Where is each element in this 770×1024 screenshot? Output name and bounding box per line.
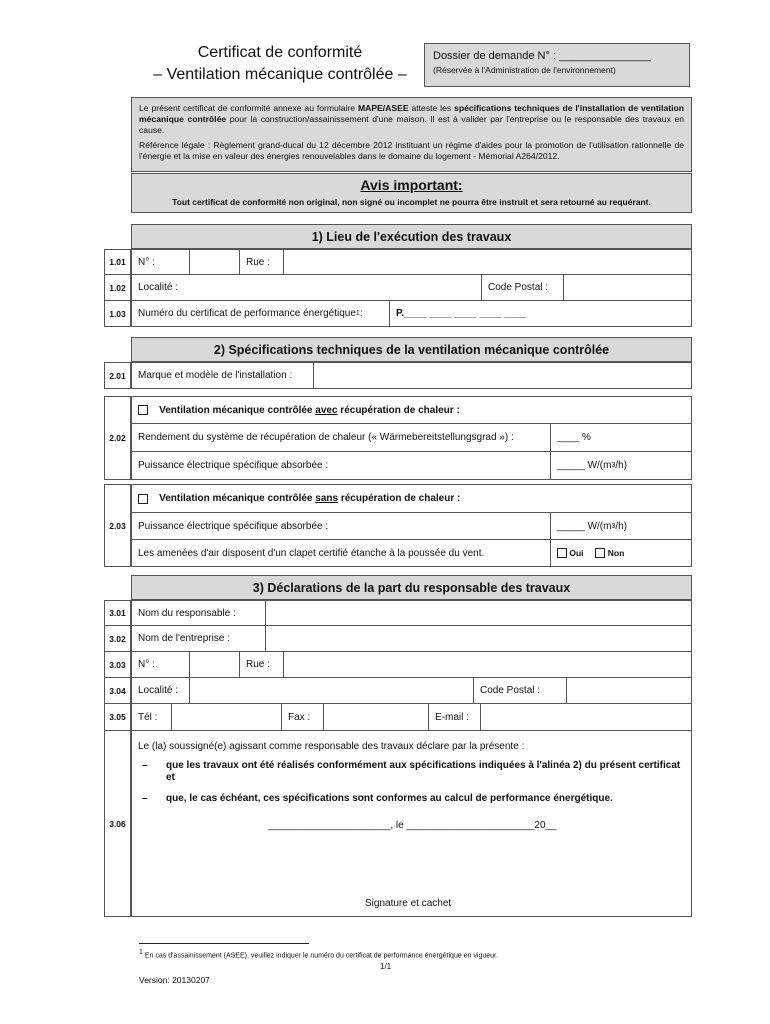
rendement-label: Rendement du système de récupération de chaleur (« Wärmebereitstellungsgrad ») :: [131, 423, 551, 452]
sans-option[interactable]: [131, 484, 692, 513]
localite-label: Localité :: [138, 282, 179, 293]
sans-checkbox[interactable]: [138, 494, 148, 504]
rue-field-3[interactable]: [283, 651, 692, 678]
avis-text: Tout certificat de conformité non original, non signé ou incomplet ne pourra être instruit et sera retourné au requérant.: [172, 197, 651, 207]
nom-entreprise-field[interactable]: [265, 625, 692, 652]
intro-box: [131, 97, 692, 172]
code-postal-label-3: Code Postal :: [473, 677, 567, 704]
signature-label: Signature et cachet: [365, 898, 452, 909]
puissance-label-sans: Puissance électrique spécifique absorbée :: [131, 512, 551, 540]
row-number-2-01: 2.01: [104, 362, 131, 389]
marque-label: Marque et modèle de l'installation :: [131, 362, 314, 389]
row-number-2-02: 2.02: [104, 396, 131, 480]
num-cert-field[interactable]: P.____ ____ ____ ____ ____: [389, 300, 692, 327]
code-postal-field-3[interactable]: [566, 677, 692, 704]
nom-entreprise-label: Nom de l'entreprise :: [131, 625, 266, 652]
non-checkbox[interactable]: [595, 548, 605, 558]
no-field-3[interactable]: [189, 651, 240, 678]
email-label: E-mail :: [428, 703, 481, 731]
rue-label-3: Rue :: [239, 651, 284, 678]
email-field[interactable]: [480, 703, 692, 731]
rue-label: Rue :: [239, 249, 284, 275]
non-label: Non: [607, 548, 625, 558]
dossier-box: [424, 43, 690, 87]
intro-paragraph-1: Le présent certificat de conformité annexe au formulaire MAPE/ASEE atteste les spécifications techniques de l'installation de ventilation mécanique contrôlée pour la construction/assainissement d'une maison. Il est à valider par l'entreprise ou le responsable des travaux en cause.: [139, 103, 685, 135]
row-number-3-03: 3.03: [104, 651, 131, 678]
row-number-3-06: 3.06: [104, 730, 131, 917]
avec-label: Ventilation mécanique contrôlée avec récupération de chaleur :: [159, 404, 460, 416]
version: Version: 20130207: [139, 975, 210, 985]
avis-title: Avis important:: [360, 177, 463, 193]
place-date-line[interactable]: ______________________, le _______________________20__: [268, 820, 557, 831]
avis-box: [131, 173, 692, 213]
row-number-3-05: 3.05: [104, 703, 131, 731]
no-label: N° :: [131, 249, 190, 275]
num-cert-label: Numéro du certificat de performance énergétique 1 :: [131, 300, 390, 327]
row-number-2-03: 2.03: [104, 484, 131, 567]
declaration-bullet-2: que, le cas échéant, ces spécifications sont conformes au calcul de performance énergétique.: [166, 793, 613, 804]
page-number: 1/1: [380, 962, 392, 971]
code-postal-field[interactable]: [563, 274, 692, 301]
dossier-label: Dossier de demande N° : _______________: [433, 50, 651, 62]
fax-field[interactable]: [323, 703, 429, 731]
row-number-3-01: 3.01: [104, 600, 131, 626]
section-2-title: 2) Spécifications techniques de la ventilation mécanique contrôlée: [131, 337, 692, 362]
oui-non-cell: [550, 539, 692, 567]
footnote: 1 En cas d'assainissement (ASEE), veuillez indiquer le numéro du certificat de performance énergétique en vigueur.: [139, 949, 498, 960]
oui-checkbox[interactable]: [557, 548, 567, 558]
localite-label-3: Localité :: [131, 677, 190, 704]
footnote-divider: [139, 943, 309, 944]
nom-responsable-field[interactable]: [265, 600, 692, 626]
section-3-title: 3) Déclarations de la part du responsable des travaux: [131, 575, 692, 600]
oui-label: Oui: [569, 548, 584, 558]
row-number-1-03: 1.03: [104, 300, 131, 327]
code-postal-label: Code Postal :: [481, 274, 564, 301]
avec-option[interactable]: [131, 396, 692, 424]
row-number-3-02: 3.02: [104, 625, 131, 652]
row-number-1-02: 1.02: [104, 274, 131, 301]
no-label-3: N° :: [131, 651, 190, 678]
declaration-bullet-1: que les travaux ont été réalisés conformément aux spécifications indiquées à l'alinéa 2) du présent certificat et: [166, 760, 681, 783]
declaration-intro: Le (la) soussigné(e) agissant comme responsable des travaux déclare par la présente :: [138, 741, 525, 752]
rendement-field[interactable]: ____ %: [550, 423, 692, 452]
puissance-label-avec: Puissance électrique spécifique absorbée :: [131, 451, 551, 480]
bullet-dash-2: –: [142, 793, 148, 804]
bullet-dash-1: –: [142, 760, 148, 771]
section-1-title: 1) Lieu de l'exécution des travaux: [131, 224, 692, 249]
sans-label: Ventilation mécanique contrôlée sans récupération de chaleur :: [159, 493, 461, 504]
marque-field[interactable]: [313, 362, 692, 389]
tel-label: Tél :: [131, 703, 172, 731]
localite-field[interactable]: [131, 274, 482, 301]
title-line-1: Certificat de conformité: [197, 44, 363, 61]
title-line-2: – Ventilation mécanique contrôlée –: [153, 66, 407, 83]
puissance-field-sans[interactable]: _____ W/(m 3 /h): [550, 512, 692, 540]
amenees-label: Les amenées d'air disposent d'un clapet certifié étanche à la poussée du vent.: [131, 539, 551, 567]
fax-label: Fax :: [281, 703, 324, 731]
declaration-box: [131, 730, 692, 917]
rue-field[interactable]: [283, 249, 692, 275]
row-number-3-04: 3.04: [104, 677, 131, 704]
tel-field[interactable]: [171, 703, 282, 731]
row-number-1-01: 1.01: [104, 249, 131, 275]
avec-checkbox[interactable]: [138, 405, 148, 415]
dossier-note: (Réservée à l'Administration de l'environnement): [433, 65, 616, 75]
localite-field-3[interactable]: [189, 677, 474, 704]
no-field[interactable]: [189, 249, 240, 275]
intro-paragraph-2: Référence légale : Règlement grand-ducal du 12 décembre 2012 instituant un régime d'aides pour la promotion de l'utilisation rationnelle de l'énergie et la mise en valeur des énergies renouvelables dans le domaine du logement - Mémorial A264/2012.: [139, 140, 684, 161]
puissance-field-avec[interactable]: _____ W/(m 3 /h): [550, 451, 692, 480]
nom-responsable-label: Nom du responsable :: [131, 600, 266, 626]
